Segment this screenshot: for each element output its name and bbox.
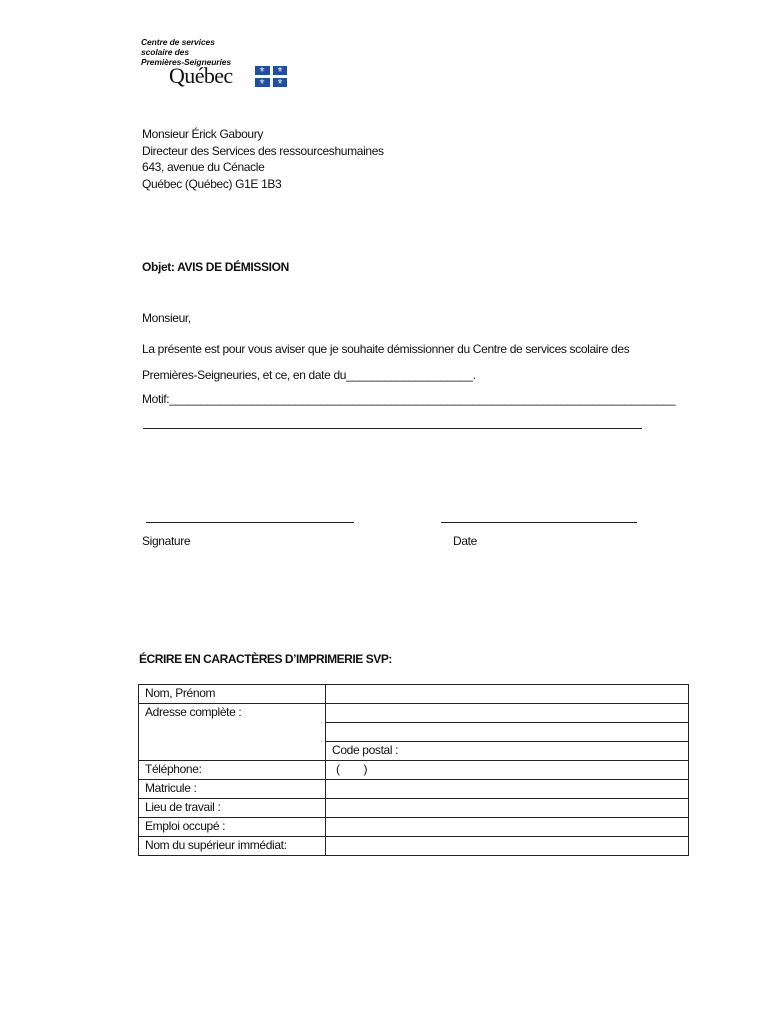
motif-continuation-line[interactable] — [143, 428, 642, 429]
address-label: Adresse complète : — [139, 704, 326, 761]
name-field[interactable] — [326, 685, 689, 704]
signature-label: Signature — [142, 534, 191, 548]
postal-code-label: Code postal : — [332, 743, 399, 757]
employee-info-table — [138, 684, 689, 856]
phone-field[interactable] — [326, 761, 689, 780]
body-line-2-date-field[interactable]: Premières-Seigneuries, et ce, en date du____________________. — [142, 368, 476, 382]
recipient-title: Directeur des Services des ressourceshumaines — [142, 143, 384, 158]
job-field[interactable] — [326, 818, 689, 837]
org-line-1: Centre de services — [141, 37, 215, 47]
fleur-de-lis-flag-icon: ⚜ ⚜ ⚜ ⚜ — [255, 66, 287, 87]
table-row — [139, 780, 689, 799]
recipient-name: Monsieur Érick Gaboury — [142, 127, 264, 141]
print-instruction: ÉCRIRE EN CARACTÈRES D’IMPRIMERIE SVP: — [139, 652, 392, 666]
signature-line[interactable] — [146, 522, 354, 523]
table-row — [139, 685, 689, 704]
job-label: Emploi occupé : — [139, 818, 326, 837]
postal-code-field[interactable] — [326, 742, 689, 761]
matricule-field[interactable] — [326, 780, 689, 799]
body-line-1: La présente est pour vous aviser que je souhaite démissionner du Centre de services scolaire des — [142, 342, 630, 356]
motif-field[interactable]: Motif:________________________________________________________________________________ — [142, 392, 676, 406]
table-row — [139, 761, 689, 780]
supervisor-label: Nom du supérieur immédiat: — [139, 837, 326, 856]
phone-area-code: ( ) — [336, 762, 368, 776]
workplace-label: Lieu de travail : — [139, 799, 326, 818]
org-line-3: Premières-Seigneuries — [141, 57, 232, 67]
quebec-wordmark: Québec — [169, 63, 233, 88]
table-row — [139, 837, 689, 856]
supervisor-field[interactable] — [326, 837, 689, 856]
salutation: Monsieur, — [142, 311, 191, 325]
name-label: Nom, Prénom — [139, 685, 326, 704]
table-row — [139, 799, 689, 818]
address-field-line-2[interactable] — [326, 723, 689, 742]
date-line[interactable] — [441, 522, 637, 523]
workplace-field[interactable] — [326, 799, 689, 818]
recipient-street: 643, avenue du Cénacle — [142, 160, 265, 174]
recipient-city: Québec (Québec) G1E 1B3 — [142, 176, 282, 191]
subject-line: Objet: AVIS DE DÉMISSION — [142, 260, 289, 274]
org-line-2: scolaire des — [141, 47, 189, 57]
date-label: Date — [453, 534, 477, 548]
recipient-address — [142, 126, 384, 192]
matricule-label: Matricule : — [139, 780, 326, 799]
phone-label: Téléphone: — [139, 761, 326, 780]
table-row — [139, 704, 689, 723]
address-field-line-1[interactable] — [326, 704, 689, 723]
table-row — [139, 818, 689, 837]
